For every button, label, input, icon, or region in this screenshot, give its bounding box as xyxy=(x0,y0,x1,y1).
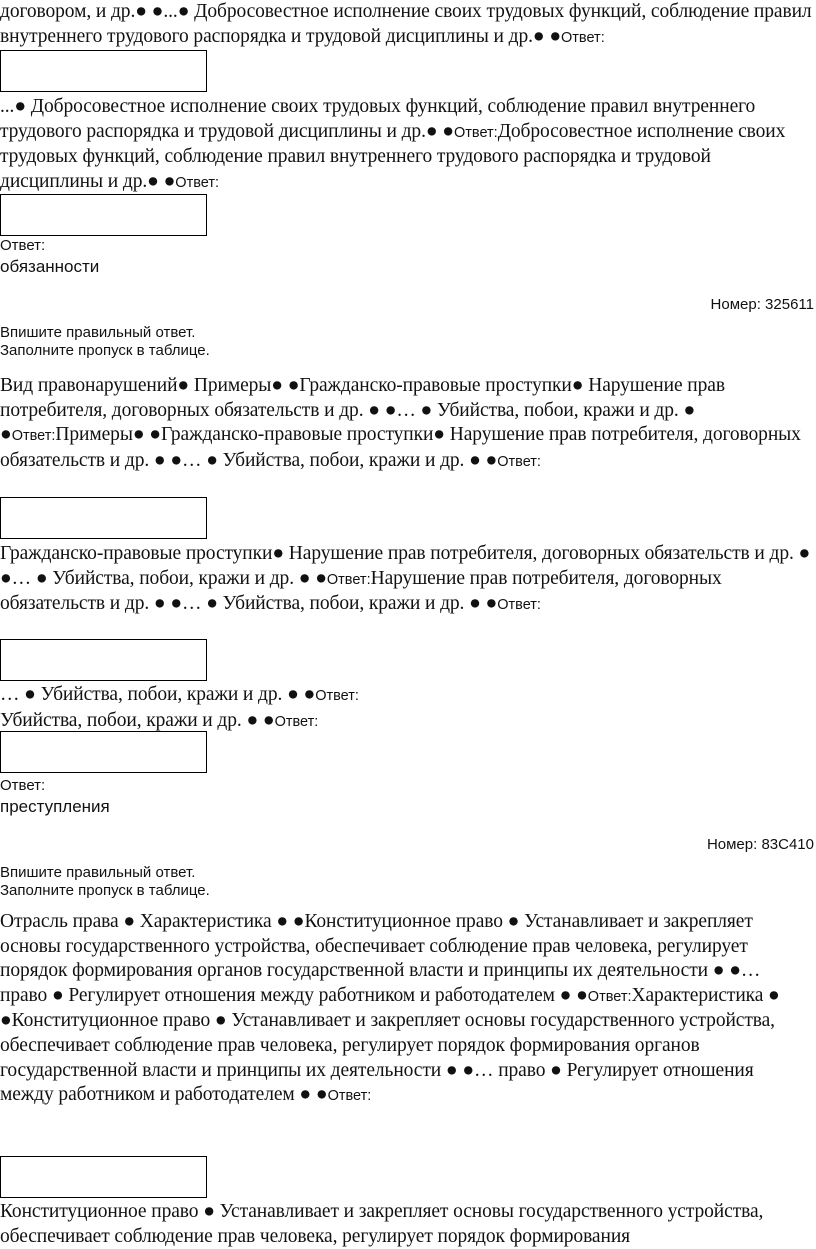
answer-input-box[interactable] xyxy=(0,194,207,236)
question-number: Номер: 325611 xyxy=(710,296,814,313)
q1-row-text-b-body: ...● Добросовестное исполнение своих трудовых функций, соблюдение правил внутреннего трудового распорядка и трудовой дисциплины и др.● ● xyxy=(0,96,756,142)
q2-row-text-a-body: Вид правонарушений● Примеры● ●Гражданско-правовые проступки● Нарушение прав потребителя, договорных обязательств и др. ● ●… ● Убийства, побои, кражи и др. ● ● xyxy=(0,375,725,446)
answer-input-box[interactable] xyxy=(0,497,207,539)
instruction-text: Впишите правильный ответ. xyxy=(0,864,196,881)
answer-value: преступления xyxy=(0,797,110,816)
q1-row-text-a xyxy=(0,0,812,50)
answer-label-inline: Ответ: xyxy=(175,174,220,191)
q2-row-text-d-body: Нарушение прав потребителя, договорных обязательств и др. ● ●… ● Убийства, побои, кражи и др. ● ● xyxy=(0,567,722,615)
answer-value: обязанности xyxy=(0,257,100,276)
answer-label-inline: Ответ: xyxy=(274,713,319,730)
answer-label-inline: Ответ: xyxy=(327,1088,372,1105)
q2-row-text-e xyxy=(0,683,812,734)
instruction-text: Заполните пропуск в таблице. xyxy=(0,342,210,359)
q2-row-text-e-body: … ● Убийства, побои, кражи и др. ● ● xyxy=(0,684,316,705)
answer-label: Ответ: xyxy=(0,237,46,254)
answer-input-box[interactable] xyxy=(0,1156,207,1198)
answer-label-inline: Ответ: xyxy=(497,453,541,470)
answer-label-inline: Ответ: xyxy=(315,688,359,704)
answer-label-inline: Ответ: xyxy=(561,29,605,46)
answer-input-box[interactable] xyxy=(0,50,207,92)
answer-label-inline: Ответ: xyxy=(11,428,56,445)
q3-row-text-a-body: Отрасль права ● Характеристика ● ●Конституционное право ● Устанавливает и закрепляет основы государственного устройства, обеспечивает соблюдение прав человека, регулирует порядок формирования органов государственной власти и принципы их деятельности ● ●… право ● Регулирует отношения между работником и работодателем ● ● xyxy=(0,911,761,1006)
q2-row-text-b-body: Примеры● ●Гражданско-правовые проступки● Нарушение прав потребителя, договорных обязательств и др. ● ●… ● Убийства, побои, кражи и др. ● ● xyxy=(0,424,801,471)
q1-row-text-b xyxy=(0,95,812,195)
instruction-text: Заполните пропуск в таблице. xyxy=(0,882,210,899)
q3-row-text-a xyxy=(0,910,812,1109)
question-number: Номер: 83C410 xyxy=(706,836,814,853)
q2-row-text-c-body: Гражданско-правовые проступки● Нарушение прав потребителя, договорных обязательств и др. ● ●… ● Убийства, побои, кражи и др. ● ● xyxy=(0,543,811,589)
q3-row-text-b-body: Характеристика ● ●Конституционное право ● Устанавливает и закрепляет основы государственного устройства, обеспечивает соблюдение прав человека, регулирует порядок формирования органов государственной власти и принципы их деятельности ● ●… право ● Регулирует отношения между работником и работодателем ● ● xyxy=(0,984,780,1106)
answer-label: Ответ: xyxy=(0,777,46,794)
q2-row-text-c xyxy=(0,542,812,618)
answer-label-inline: Ответ: xyxy=(587,988,632,1005)
q1-row-text-c-body: Добросовестное исполнение своих трудовых функций, соблюдение правил внутреннего трудового распорядка и трудовой дисциплины и др.● ● xyxy=(0,120,786,192)
answer-label-inline: Ответ: xyxy=(497,597,541,614)
answer-label-inline: Ответ: xyxy=(326,571,371,588)
q3-row-text-c xyxy=(0,1200,812,1249)
answer-label-inline: Ответ: xyxy=(453,124,498,141)
q2-row-text-a xyxy=(0,374,812,474)
answer-input-box[interactable] xyxy=(0,639,207,681)
instruction-text: Впишите правильный ответ. xyxy=(0,324,196,341)
answer-input-box[interactable] xyxy=(0,731,207,773)
q3-row-text-c-body: Конституционное право ● Устанавливает и закрепляет основы государственного устройства, обеспечивает соблюдение прав человека, регулирует порядок формирования xyxy=(0,1201,764,1247)
q1-row-text-a-body: договором, и др.● ●...● Добросовестное исполнение своих трудовых функций, соблюдение правил внутреннего трудового распорядка и трудовой дисциплины и др.● ● xyxy=(0,1,812,47)
q2-row-text-f-body: Убийства, побои, кражи и др. ● ● xyxy=(0,709,275,731)
